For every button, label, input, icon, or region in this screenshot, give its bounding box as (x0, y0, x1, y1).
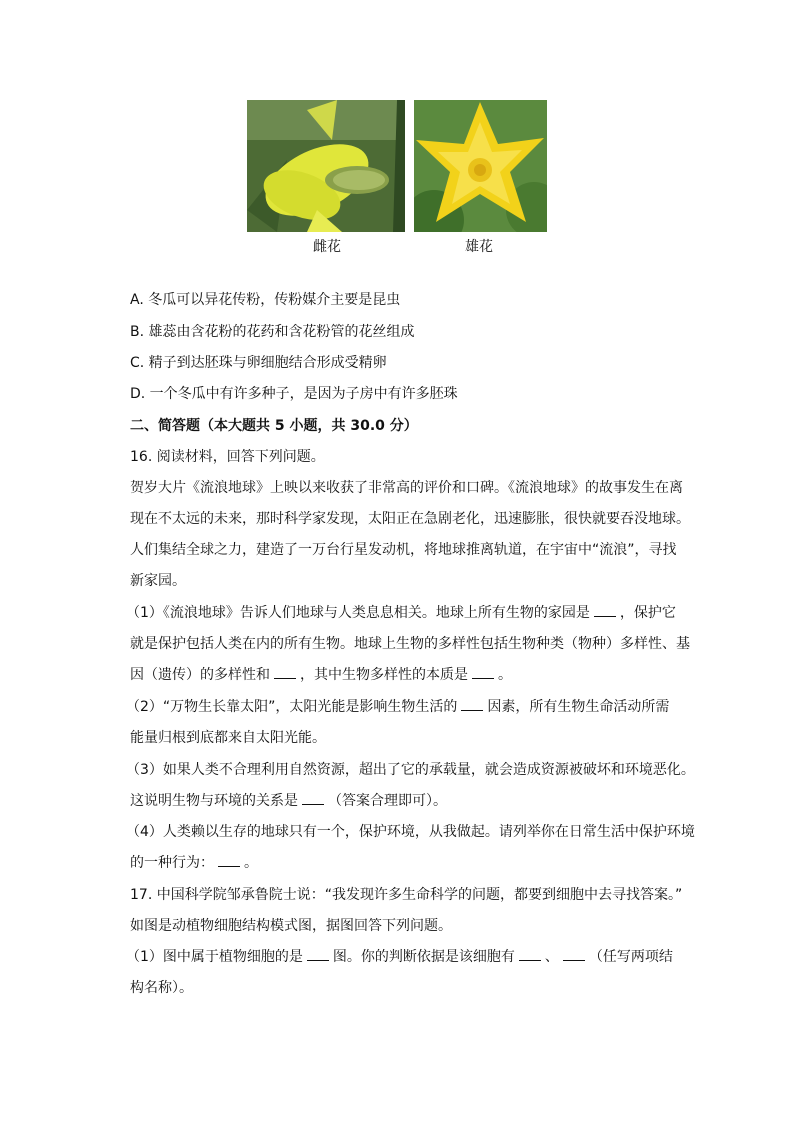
q16-para-line-4: 新家园。 (130, 573, 186, 589)
q16-sub2-line-2: 能量归根到底都来自太阳光能。 (130, 730, 326, 746)
answer-blank[interactable] (594, 604, 616, 617)
option-d: D. 一个冬瓜中有许多种子，是因为子房中有许多胚珠 (130, 386, 458, 402)
q16-sub1-line-2: 就是保护包括人类在内的所有生物。地球上生物的多样性包括生物种类（物种）多样性、基 (130, 636, 690, 652)
section-title: 二、简答题（本大题共 5 小题，共 30.0 分） (130, 418, 418, 434)
flower-figure (247, 100, 547, 260)
q16-para-line-3: 人们集结全球之力，建造了一万台行星发动机，将地球推离轨道，在宇宙中“流浪”，寻找 (130, 542, 677, 558)
q16-para-line-1: 贺岁大片《流浪地球》上映以来收获了非常高的评价和口碑。《流浪地球》的故事发生在离 (130, 480, 683, 496)
male-flower-photo (414, 100, 547, 232)
answer-blank[interactable] (302, 792, 324, 805)
q17-sub1-line-2: 构名称）。 (130, 980, 193, 996)
male-flower-caption: 雄花 (465, 239, 493, 255)
q16-para-line-2: 现在不太远的未来，那时科学家发现，太阳正在急剧老化，迅速膨胀，很快就要吞没地球。 (130, 511, 690, 527)
q16-title: 16. 阅读材料，回答下列问题。 (130, 449, 325, 465)
option-c: C. 精子到达胚珠与卵细胞结合形成受精卵 (130, 355, 387, 371)
answer-blank[interactable] (472, 666, 494, 679)
q16-sub4-line-2: 的一种行为： 。 (130, 855, 258, 871)
option-b: B. 雄蕊由含花粉的花药和含花粉管的花丝组成 (130, 324, 415, 340)
answer-blank[interactable] (461, 698, 483, 711)
q17-para-line-1: 如图是动植物细胞结构模式图，据图回答下列问题。 (130, 918, 452, 934)
answer-blank[interactable] (218, 854, 240, 867)
q16-sub3-line-1: （3）如果人类不合理利用自然资源，超出了它的承载量，就会造成资源被破坏和环境恶化。 (126, 762, 695, 778)
q16-sub1-line-3: 因（遗传）的多样性和 ，其中生物多样性的本质是 。 (130, 667, 512, 683)
q16-sub2-line-1: （2）“万物生长靠太阳”，太阳光能是影响生物生活的 因素，所有生物生命活动所需 (126, 699, 670, 715)
q16-sub4-line-1: （4）人类赖以生存的地球只有一个，保护环境，从我做起。请列举你在日常生活中保护环境 (126, 824, 695, 840)
answer-blank[interactable] (563, 948, 585, 961)
q17-title: 17. 中国科学院邹承鲁院士说：“我发现许多生命科学的问题，都要到细胞中去寻找答案。” (130, 887, 683, 903)
female-flower-caption: 雌花 (313, 239, 341, 255)
female-flower-photo (247, 100, 405, 232)
answer-blank[interactable] (519, 948, 541, 961)
option-a: A. 冬瓜可以异花传粉，传粉媒介主要是昆虫 (130, 292, 401, 308)
q16-sub1-line-1: （1）《流浪地球》告诉人们地球与人类息息相关。地球上所有生物的家园是 ，保护它 (126, 605, 676, 621)
q17-sub1-line-1: （1）图中属于植物细胞的是 图。你的判断依据是该细胞有 、 （任写两项结 (126, 949, 673, 965)
answer-blank[interactable] (307, 948, 329, 961)
q16-sub3-line-2: 这说明生物与环境的关系是 （答案合理即可）。 (130, 793, 447, 809)
answer-blank[interactable] (274, 666, 296, 679)
